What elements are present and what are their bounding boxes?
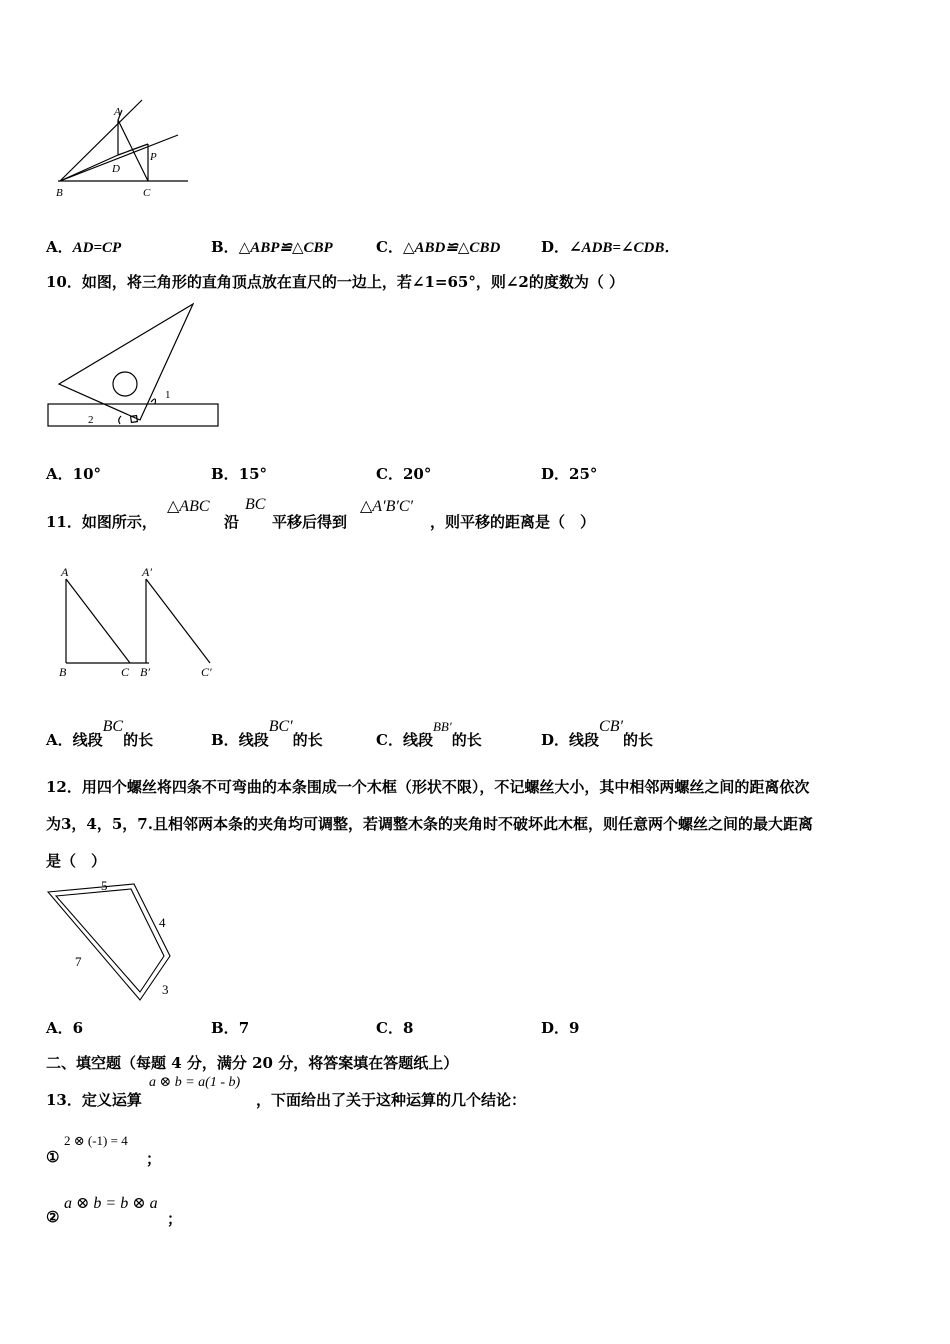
q9-label-p: P: [150, 151, 157, 163]
q11-along: 沿: [224, 513, 240, 531]
q12-label-top: 5: [101, 878, 108, 893]
q9-option-c[interactable]: [376, 236, 500, 257]
q13-item-1-end: ；: [146, 1150, 162, 1168]
option-pre: 线段: [238, 731, 269, 749]
q10-option-a[interactable]: [46, 463, 101, 484]
option-text: 25°: [569, 465, 598, 483]
q12-figure: [44, 876, 184, 1006]
q9-label-b: B: [56, 187, 63, 199]
option-letter: C．: [376, 238, 403, 256]
q12-option-d[interactable]: [541, 1017, 579, 1038]
option-post: 的长: [123, 731, 154, 749]
option-letter: A．: [46, 465, 73, 483]
option-seg: BB′: [432, 719, 452, 734]
option-seg: CB′: [599, 718, 623, 735]
q12-option-c[interactable]: [376, 1017, 413, 1038]
option-letter: C．: [376, 465, 403, 483]
option-letter: B．: [211, 465, 239, 483]
q11-label-a2: A′: [142, 565, 152, 579]
q11-label-c2: C′: [201, 665, 212, 679]
option-post: 的长: [292, 731, 323, 749]
q11-label-a: A: [61, 565, 69, 579]
q10-label-angle2: 2: [88, 414, 94, 426]
option-letter: C．: [376, 1019, 403, 1037]
option-text: △ABP≌△CBP: [238, 240, 333, 256]
option-post: 的长: [622, 731, 653, 749]
option-text: 6: [72, 1019, 84, 1037]
q9-option-b[interactable]: [211, 236, 333, 257]
option-text: 7: [238, 1019, 250, 1037]
q10-option-d[interactable]: [541, 463, 597, 484]
q9-option-d[interactable]: [541, 236, 679, 257]
q13-suffix: ，下面给出了关于这种运算的几个结论：: [256, 1091, 527, 1109]
q11-suffix: ，则平移的距离是（ ）: [430, 513, 596, 531]
option-letter: D．: [541, 731, 570, 749]
q13-item-2-mark: ②: [46, 1208, 60, 1226]
option-letter: B．: [211, 731, 239, 749]
option-text: 20°: [402, 465, 432, 483]
option-post: 的长: [451, 731, 482, 749]
q11-mid: 平移后得到: [272, 513, 348, 531]
option-letter: B．: [211, 1019, 239, 1037]
q11-prefix: 11．如图所示，: [46, 513, 157, 531]
q12-line1: 12．用四个螺丝将四条不可弯曲的本条围成一个木框（形状不限），不记螺丝大小，其中相邻两螺丝之间的距离依次: [46, 778, 810, 796]
option-text: AD=CP: [72, 240, 122, 256]
q11-tri1: △ABC: [167, 498, 210, 515]
q13-item-2-end: ；: [167, 1210, 183, 1228]
q11-option-a[interactable]: [46, 718, 154, 750]
option-letter: B．: [211, 238, 239, 256]
option-text: 9: [569, 1019, 580, 1037]
q13-formula: a ⊗ b = a(1 - b): [149, 1075, 241, 1090]
q12-option-a[interactable]: [46, 1017, 83, 1038]
section2-title: 二、填空题（每题 4 分，满分 20 分，将答案填在答题纸上）: [46, 1054, 459, 1072]
q9-figure: [50, 95, 195, 205]
q9-label-c: C: [143, 187, 151, 199]
q10-question: 10．如图，将三角形的直角顶点放在直尺的一边上，若∠1=65°，则∠2的度数为（ ）: [46, 273, 625, 291]
q11-label-b2: B′: [140, 665, 150, 679]
option-letter: A．: [46, 731, 73, 749]
q12-label-bottom: 3: [162, 982, 169, 997]
option-pre: 线段: [402, 731, 433, 749]
option-seg: BC′: [268, 718, 293, 735]
option-letter: A．: [46, 238, 73, 256]
q10-figure: [45, 300, 225, 432]
q9-label-d: D: [112, 163, 120, 175]
option-pre: 线段: [569, 731, 600, 749]
q12-line2: 为3，4，5，7.且相邻两本条的夹角均可调整，若调整木条的夹角时不破坏此木框，则任意两个螺丝之间的最大距离: [46, 815, 813, 833]
option-letter: D．: [541, 1019, 570, 1037]
option-text: 8: [402, 1019, 414, 1037]
q11-tri2: △A′B′C′: [360, 498, 414, 515]
q10-option-c[interactable]: [376, 463, 431, 484]
q11-label-c: C: [121, 665, 130, 679]
q10-label-angle1: 1: [165, 389, 171, 401]
q9-label-a: A: [114, 106, 121, 118]
q11-option-b[interactable]: [211, 718, 323, 750]
option-letter: D．: [541, 238, 570, 256]
q10-option-b[interactable]: [211, 463, 267, 484]
q11-label-b: B: [59, 665, 67, 679]
option-seg: BC: [102, 718, 124, 735]
q12-label-right: 4: [159, 915, 166, 930]
q13-prefix: 13．定义运算: [46, 1091, 142, 1109]
option-text: △ABD≌△CBD: [402, 240, 501, 256]
option-letter: A．: [46, 1019, 73, 1037]
option-pre: 线段: [72, 731, 103, 749]
q11-figure: [55, 563, 225, 683]
q13-item-2-formula: a ⊗ b = b ⊗ a: [64, 1195, 158, 1212]
q9-option-a[interactable]: [46, 236, 121, 257]
q12-label-left: 7: [75, 954, 82, 969]
q13-item-1-formula: 2 ⊗ (-1) = 4: [64, 1133, 128, 1148]
q12-option-b[interactable]: [211, 1017, 249, 1038]
q11-option-c[interactable]: [376, 719, 482, 750]
q12-line3: 是（ ）: [46, 852, 107, 870]
option-letter: C．: [376, 731, 403, 749]
option-text: 10°: [72, 465, 102, 483]
q11-seg: BC: [245, 496, 266, 513]
option-letter: D．: [541, 465, 570, 483]
q11-option-d[interactable]: [541, 718, 653, 750]
option-text: 15°: [238, 465, 268, 483]
option-text: ∠ADB=∠CDB．: [569, 240, 680, 256]
q13-item-1-mark: ①: [46, 1148, 60, 1166]
